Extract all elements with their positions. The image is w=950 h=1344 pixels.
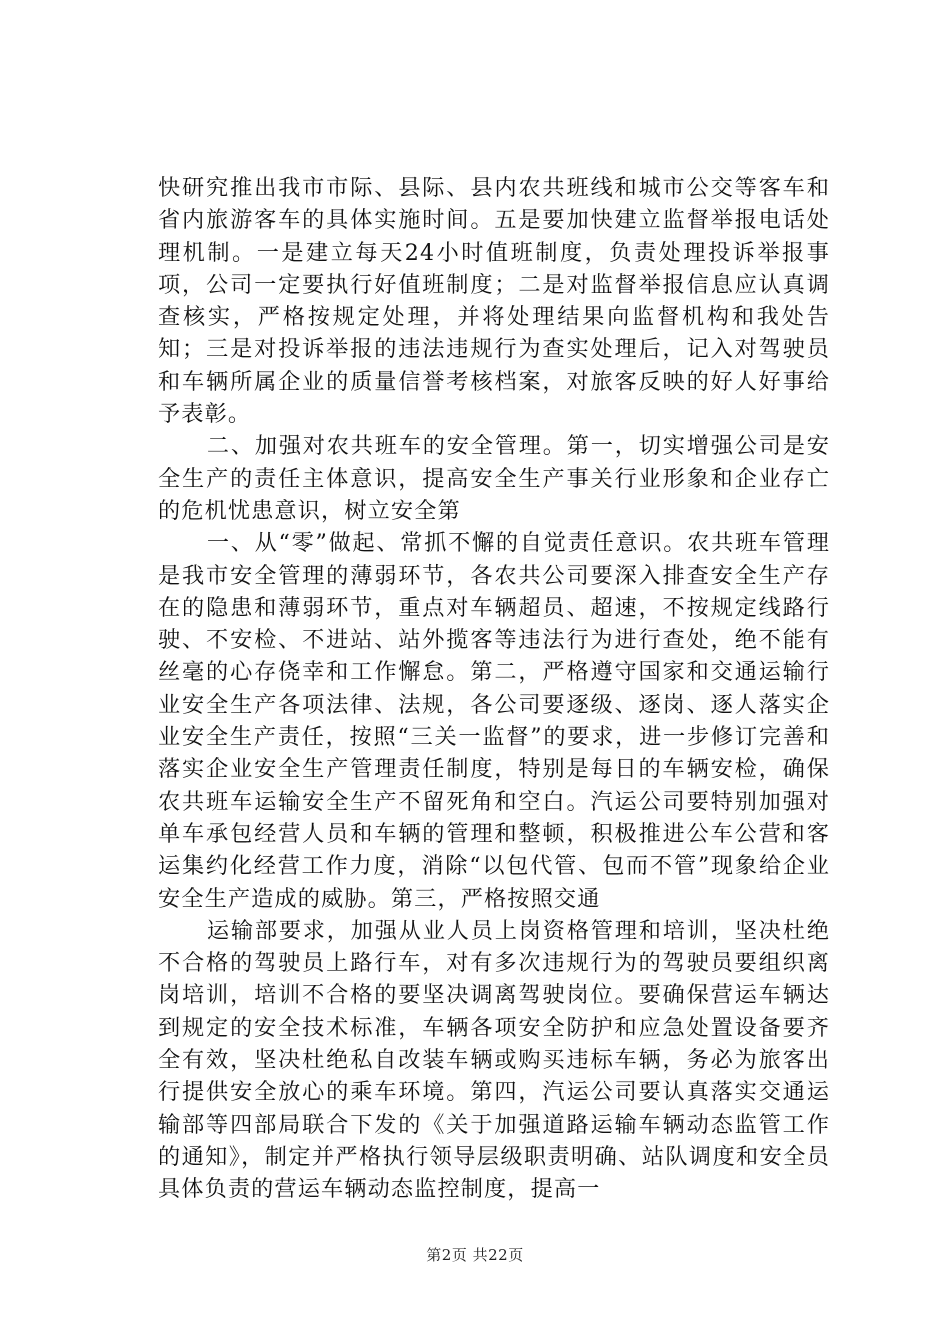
paragraph-2: 二、加强对农共班车的安全管理。第一，切实增强公司是安全生产的责任主体意识，提高安全生产事关行业形象和企业存亡的危机忧患意识，树立安全第: [158, 433, 830, 524]
paragraph-4: 运输部要求，加强从业人员上岗资格管理和培训，坚决杜绝不合格的驾驶员上路行车，对有多次违规行为的驾驶员要组织离岗培训，培训不合格的要坚决调离驾驶岗位。要确保营运车辆达到规定的安全技术标准，车辆各项安全防护和应急处置设备要齐全有效，坚决杜绝私自改装车辆或购买违标车辆，务必为旅客出行提供安全放心的乘车环境。第四，汽运公司要认真落实交通运输部等四部局联合下发的《关于加强道路运输车辆动态监管工作的通知》，制定并严格执行领导层级职责明确、站队调度和安全员具体负责的营运车辆动态监控制度，提高一: [158, 917, 830, 1203]
paragraph-3: 一、从“零”做起、常抓不懈的自觉责任意识。农共班车管理是我市安全管理的薄弱环节，各农共公司要深入排查安全生产存在的隐患和薄弱环节，重点对车辆超员、超速，不按规定线路行驶、不安检、不进站、站外揽客等违法行为进行查处，绝不能有丝毫的心存侥幸和工作懈怠。第二，严格遵守国家和交通运输行业安全生产各项法律、法规，各公司要逐级、逐岗、逐人落实企业安全生产责任，按照“三关一监督”的要求，进一步修订完善和落实企业安全生产管理责任制度，特别是每日的车辆安检，确保农共班车运输安全生产不留死角和空白。汽运公司要特别加强对单车承包经营人员和车辆的管理和整顿，积极推进公车公营和客运集约化经营工作力度，消除“以包代管、包而不管”现象给企业安全生产造成的威胁。第三，严格按照交通: [158, 530, 830, 912]
page-number-footer: 第2页 共22页: [426, 1246, 524, 1264]
paragraph-1: 快研究推出我市市际、县际、县内农共班线和城市公交等客车和省内旅游客车的具体实施时间。五是要加快建立监督举报电话处理机制。一是建立每天24小时值班制度，负责处理投诉举报事项，公司一定要执行好值班制度；二是对监督举报信息应认真调查核实，严格按规定处理，并将处理结果向监督机构和我处告知；三是对投诉举报的违法违规行为查实处理后，记入对驾驶员和车辆所属企业的质量信誉考核档案，对旅客反映的好人好事给予表彰。: [158, 175, 830, 428]
document-body: [158, 172, 830, 1206]
